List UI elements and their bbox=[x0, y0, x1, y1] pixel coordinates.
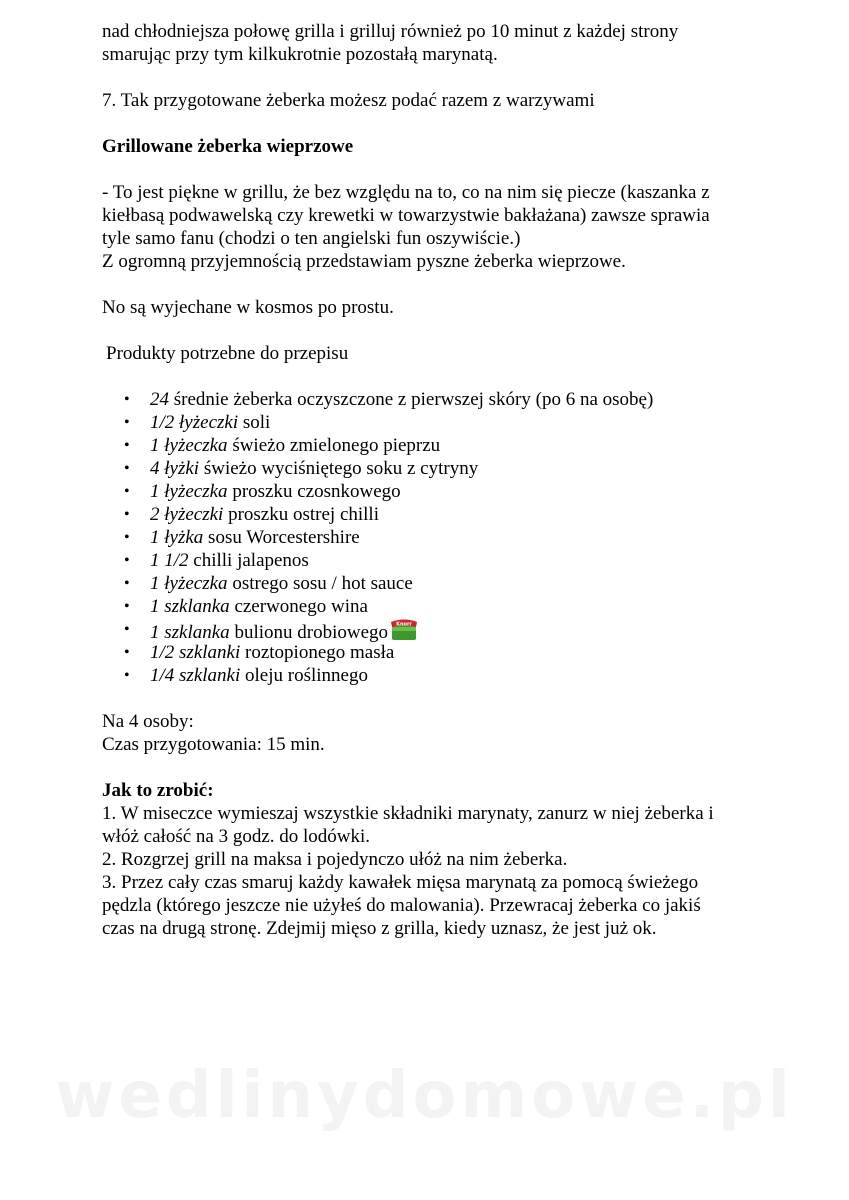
description-line: tyle samo fanu (chodzi o ten angielski fun oszywiście.) bbox=[102, 228, 521, 249]
ingredient-item bbox=[124, 664, 782, 687]
ingredient-qty: 1 łyżeczka bbox=[150, 435, 228, 456]
ingredient-text: soli bbox=[238, 412, 271, 433]
ingredient-qty: 1/4 szklanki bbox=[150, 665, 241, 686]
ingredient-qty: 1 łyżka bbox=[150, 527, 204, 548]
ingredient-text: proszku czosnkowego bbox=[227, 481, 401, 502]
step-line: 2. Rozgrzej grill na maksa i pojedynczo ułóż na nim żeberka. bbox=[102, 849, 568, 870]
ingredient-item bbox=[124, 572, 782, 595]
ingredient-qty: 1 łyżeczka bbox=[150, 481, 228, 502]
step-line: 1. W miseczce wymieszaj wszystkie składniki marynaty, zanurz w niej żeberka i bbox=[102, 803, 714, 824]
ingredient-item bbox=[124, 457, 782, 480]
ingredient-item bbox=[124, 503, 782, 526]
step-line: 3. Przez cały czas smaruj każdy kawałek mięsa marynatą za pomocą świeżego bbox=[102, 872, 699, 893]
ingredient-qty: 1 1/2 bbox=[150, 550, 189, 571]
ingredient-qty: 4 łyżki bbox=[150, 458, 200, 479]
ingredient-text: oleju roślinnego bbox=[240, 665, 368, 686]
step-7: 7. Tak przygotowane żeberka możesz podać razem z warzywami bbox=[102, 90, 595, 111]
ingredient-text: bulionu drobiowego bbox=[229, 622, 389, 643]
ingredient-qty: 2 łyżeczki bbox=[150, 504, 224, 525]
svg-text:Knorr: Knorr bbox=[396, 621, 412, 628]
how-to-title: Jak to zrobić: bbox=[102, 780, 214, 801]
description-line: kiełbasą podwawelską czy krewetki w towarzystwie bakłażana) zawsze sprawia bbox=[102, 205, 710, 226]
ingredient-item bbox=[124, 549, 782, 572]
ingredient-text: świeżo zmielonego pieprzu bbox=[227, 435, 441, 456]
ingredient-text: czerwonego wina bbox=[229, 596, 368, 617]
ingredient-text: świeżo wyciśniętego soku z cytryny bbox=[199, 458, 479, 479]
document-page bbox=[102, 20, 782, 940]
ingredient-item bbox=[124, 641, 782, 664]
ingredient-text: roztopionego masła bbox=[240, 642, 395, 663]
intro-line: smarując przy tym kilkukrotnie pozostałą marynatą. bbox=[102, 44, 498, 65]
ingredient-qty: 24 bbox=[150, 389, 169, 410]
ingredient-qty: 1 szklanka bbox=[150, 596, 230, 617]
ingredient-item bbox=[124, 388, 782, 411]
ingredient-item bbox=[124, 618, 782, 641]
step-line: pędzla (którego jeszcze nie użyłeś do malowania). Przewracaj żeberka co jakiś bbox=[102, 895, 701, 916]
ingredient-list bbox=[102, 388, 782, 687]
ingredient-text: średnie żeberka oczyszczone z pierwszej skóry (po 6 na osobę) bbox=[169, 389, 654, 410]
watermark: wedlinydomowe.pl bbox=[55, 1059, 794, 1133]
ingredient-qty: 1 szklanka bbox=[150, 622, 230, 643]
ingredient-text: proszku ostrej chilli bbox=[223, 504, 379, 525]
ingredient-item bbox=[124, 411, 782, 434]
ingredient-text: sosu Worcestershire bbox=[203, 527, 360, 548]
ingredient-text: ostrego sosu / hot sauce bbox=[227, 573, 413, 594]
products-heading: Produkty potrzebne do przepisu bbox=[106, 343, 349, 364]
intro-line: nad chłodniejsza połowę grilla i grilluj również po 10 minut z każdej strony bbox=[102, 21, 679, 42]
ingredient-item bbox=[124, 480, 782, 503]
description-line: Z ogromną przyjemnością przedstawiam pyszne żeberka wieprzowe. bbox=[102, 251, 626, 272]
ingredient-text: chilli jalapenos bbox=[188, 550, 309, 571]
description-line: - To jest piękne w grillu, że bez względu na to, co na nim się piecze (kaszanka z bbox=[102, 182, 710, 203]
ingredient-item bbox=[124, 526, 782, 549]
ingredient-qty: 1 łyżeczka bbox=[150, 573, 228, 594]
knorr-logo-icon bbox=[389, 618, 419, 642]
ingredient-qty: 1/2 szklanki bbox=[150, 642, 241, 663]
ingredient-item bbox=[124, 595, 782, 618]
servings: Na 4 osoby: bbox=[102, 711, 194, 732]
step-line: czas na drugą stronę. Zdejmij mięso z grilla, kiedy uznasz, że jest już ok. bbox=[102, 918, 657, 939]
ingredient-qty: 1/2 łyżeczki bbox=[150, 412, 239, 433]
kosmos-line: No są wyjechane w kosmos po prostu. bbox=[102, 297, 394, 318]
prep-time: Czas przygotowania: 15 min. bbox=[102, 734, 325, 755]
ingredient-item bbox=[124, 434, 782, 457]
section-title: Grillowane żeberka wieprzowe bbox=[102, 136, 354, 157]
step-line: włóż całość na 3 godz. do lodówki. bbox=[102, 826, 371, 847]
